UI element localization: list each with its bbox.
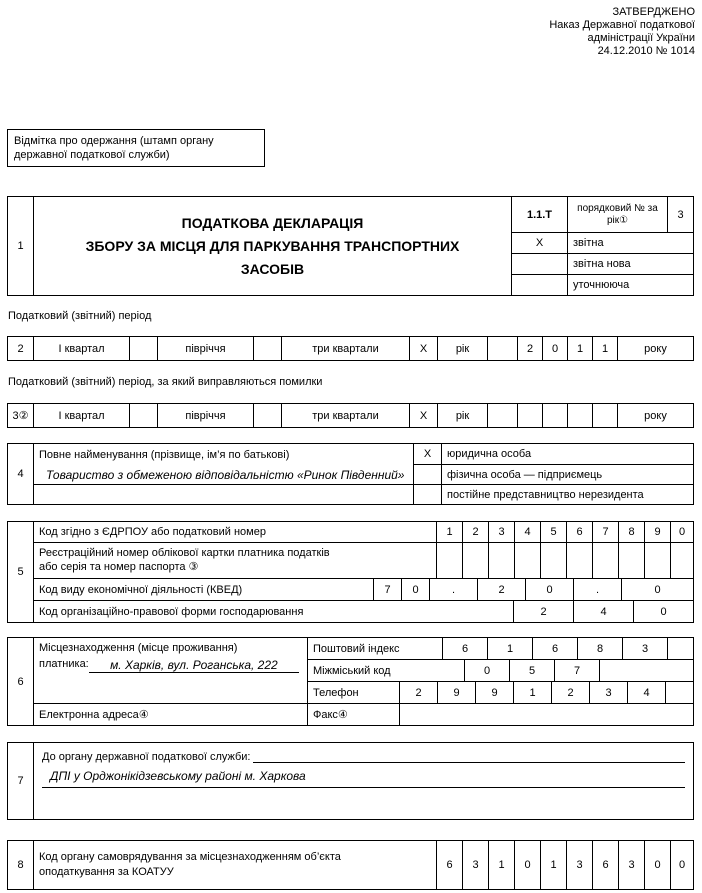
roku-label: року	[618, 337, 694, 361]
codes-grid	[34, 522, 694, 623]
utochnyuyucha-row	[512, 275, 694, 296]
empty-cell	[666, 682, 694, 704]
reg-digit-cell[interactable]	[437, 543, 463, 579]
halfyear-checkbox[interactable]	[254, 404, 282, 428]
location-label: Місцезнаходження (місце проживання)	[39, 642, 238, 654]
opf-cell[interactable]: 0	[634, 601, 694, 623]
taxpayer-name-column	[34, 444, 414, 505]
postal-digit-cell[interactable]: 3	[623, 638, 668, 660]
location-value-line	[39, 658, 299, 673]
section-5-codes	[7, 521, 694, 623]
koatuu-digit-cell[interactable]: 1	[541, 841, 567, 890]
fax-row	[308, 704, 694, 726]
edrpou-digit-cell[interactable]: 8	[619, 522, 645, 543]
section-6-address	[7, 637, 694, 726]
title-line: ПОДАТКОВА ДЕКЛАРАЦІЯ	[181, 214, 364, 231]
year-digit-cell[interactable]	[593, 404, 618, 428]
location-column	[34, 638, 308, 726]
area-code-digit-cell[interactable]: 7	[555, 660, 600, 682]
full-name-label: Повне найменування (прізвище, ім’я по батькові)	[34, 444, 414, 465]
edrpou-row	[34, 522, 694, 543]
zvitna-checkbox[interactable]: X	[512, 233, 568, 254]
fax-label: Факс④	[308, 704, 400, 726]
kved-row	[34, 579, 694, 601]
halfyear-label: півріччя	[158, 337, 254, 361]
declaration-title	[34, 197, 512, 296]
row-number: 2	[8, 337, 34, 361]
zvitna-nova-label: звітна нова	[568, 254, 694, 275]
title-line: ЗБОРУ ЗА МІСЦЯ ДЛЯ ПАРКУВАННЯ ТРАНСПОРТНИХ	[85, 237, 460, 254]
utochnyuyucha-label: уточнююча	[568, 275, 694, 296]
koatuu-digit-cell[interactable]: 0	[515, 841, 541, 890]
edrpou-digit-cell[interactable]: 0	[671, 522, 694, 543]
kved-cell[interactable]: 0	[402, 579, 430, 601]
tax-office-cell	[34, 743, 694, 820]
reg-digit-cell[interactable]	[463, 543, 489, 579]
year-digit-cell[interactable]	[543, 404, 568, 428]
row-number: 5	[8, 522, 34, 623]
reg-digit-cell[interactable]	[671, 543, 694, 579]
koatuu-label	[34, 841, 437, 890]
empty-cell	[668, 638, 694, 660]
edrpou-digit-cell[interactable]: 9	[645, 522, 671, 543]
edrpou-digit-cell[interactable]: 1	[437, 522, 463, 543]
legal-entity-checkbox[interactable]: X	[414, 444, 442, 465]
postal-digit-cell[interactable]: 8	[578, 638, 623, 660]
year-digit-cell[interactable]: 1	[593, 337, 618, 361]
zvitna-row	[512, 233, 694, 254]
phone-digit-cell[interactable]: 4	[628, 682, 666, 704]
serial-number-value[interactable]: 3	[668, 197, 694, 233]
reg-number-row	[34, 543, 694, 579]
area-code-digit-cell[interactable]: 5	[510, 660, 555, 682]
threequarters-checkbox[interactable]: X	[410, 337, 438, 361]
threequarters-label: три квартали	[282, 404, 410, 428]
nonresident-checkbox[interactable]	[414, 485, 442, 505]
postal-digit-cell[interactable]: 1	[488, 638, 533, 660]
section-2-period	[7, 336, 694, 361]
edrpou-digit-cell[interactable]: 4	[515, 522, 541, 543]
area-code-digit-cell[interactable]: 0	[465, 660, 510, 682]
edrpou-label: Код згідно з ЄДРПОУ або податковий номер	[34, 522, 437, 543]
contacts-grid	[308, 638, 694, 726]
year-digit-cell[interactable]: 1	[568, 337, 593, 361]
stamp-box-text: Відмітка про одержання (штамп органу	[14, 135, 214, 147]
section-4-taxpayer-name	[7, 443, 694, 505]
postal-index-label: Поштовий індекс	[308, 638, 443, 660]
opf-row	[34, 601, 694, 623]
reg-number-label	[34, 543, 437, 579]
phone-digit-cell[interactable]: 9	[438, 682, 476, 704]
opf-cell[interactable]: 4	[574, 601, 634, 623]
approval-line: адміністрації України	[587, 32, 695, 44]
edrpou-digit-cell[interactable]: 6	[567, 522, 593, 543]
koatuu-digit-cell[interactable]: 3	[567, 841, 593, 890]
serial-number-label: порядковий № за рік①	[568, 197, 668, 233]
zvitna-nova-checkbox[interactable]	[512, 254, 568, 275]
reg-digit-cell[interactable]	[619, 543, 645, 579]
row-number: 1	[8, 197, 34, 296]
koatuu-digit-cell[interactable]: 0	[645, 841, 671, 890]
zvitna-nova-row	[512, 254, 694, 275]
phone-digit-cell[interactable]: 3	[590, 682, 628, 704]
roku-label: року	[618, 404, 694, 428]
fill-line[interactable]	[253, 751, 685, 763]
edrpou-digit-cell[interactable]: 7	[593, 522, 619, 543]
phone-digit-cell[interactable]: 2	[400, 682, 438, 704]
full-name-value[interactable]: Товариство з обмеженою відповідальністю «Ринок Південний»	[34, 465, 414, 485]
row-number: 6	[8, 638, 34, 726]
row-number: 7	[8, 743, 34, 820]
edrpou-digit-cell[interactable]: 2	[463, 522, 489, 543]
kved-cell[interactable]: 7	[374, 579, 402, 601]
approval-line: Наказ Державної податкової	[549, 19, 695, 31]
reg-digit-cell[interactable]	[541, 543, 567, 579]
year-checkbox[interactable]	[488, 337, 518, 361]
phone-row	[308, 682, 694, 704]
kved-cell: .	[430, 579, 478, 601]
location-cell	[34, 638, 308, 704]
threequarters-checkbox[interactable]: X	[410, 404, 438, 428]
section-1-declaration-header	[7, 196, 694, 296]
threequarters-label: три квартали	[282, 337, 410, 361]
taxpayer-type-label-column	[442, 444, 694, 505]
koatuu-digit-cell[interactable]: 3	[619, 841, 645, 890]
nonresident-label: постійне представництво нерезидента	[442, 485, 694, 505]
section-7-tax-office	[7, 742, 694, 820]
koatuu-label-line: оподаткування за КОАТУУ	[39, 866, 174, 878]
kved-cell: .	[574, 579, 622, 601]
halfyear-label: півріччя	[158, 404, 254, 428]
row-number: 3②	[8, 404, 34, 428]
tax-office-value[interactable]: ДПІ у Орджонікідзевському районі м. Харкова	[42, 769, 685, 788]
location-value[interactable]: м. Харків, вул. Роганська, 222	[89, 658, 299, 673]
quarter1-label: І квартал	[34, 404, 130, 428]
tax-office-label: До органу державної податкової служби:	[42, 751, 251, 763]
taxpayer-type-checkbox-column	[414, 444, 442, 505]
reg-number-label-line: Реєстраційний номер облікової картки платника податків	[39, 547, 330, 559]
postal-digit-cell[interactable]: 6	[443, 638, 488, 660]
reg-digit-cell[interactable]	[645, 543, 671, 579]
kved-cell[interactable]: 2	[478, 579, 526, 601]
legal-entity-label: юридична особа	[442, 444, 694, 465]
koatuu-digit-cell[interactable]: 1	[489, 841, 515, 890]
opf-cell[interactable]: 2	[514, 601, 574, 623]
year-digit-cell[interactable]	[568, 404, 593, 428]
kved-cell[interactable]: 0	[622, 579, 694, 601]
edrpou-digit-cell[interactable]: 3	[489, 522, 515, 543]
title-line: ЗАСОБІВ	[240, 260, 305, 277]
koatuu-digit-cell[interactable]: 0	[671, 841, 694, 890]
reg-number-label-line: або серія та номер паспорта ③	[39, 561, 199, 573]
year-digit-cell[interactable]: 2	[518, 337, 543, 361]
edrpou-digit-cell[interactable]: 5	[541, 522, 567, 543]
row-number: 8	[8, 841, 34, 890]
location-label2: платника:	[39, 658, 89, 670]
reg-digit-cell[interactable]	[515, 543, 541, 579]
year-label: рік	[438, 404, 488, 428]
reg-digit-cell[interactable]	[567, 543, 593, 579]
individual-entrepreneur-checkbox[interactable]	[414, 465, 442, 485]
phone-label: Телефон	[308, 682, 400, 704]
postal-index-row	[308, 638, 694, 660]
approval-line: ЗАТВЕРДЖЕНО	[612, 6, 695, 18]
approval-line: 24.12.2010 № 1014	[597, 45, 695, 57]
halfyear-checkbox[interactable]	[254, 337, 282, 361]
quarter1-checkbox[interactable]	[130, 404, 158, 428]
period-fix-heading: Податковий (звітний) період, за який виправляються помилки	[8, 376, 323, 388]
section-3-period-corrected	[7, 403, 694, 428]
koatuu-digit-cell[interactable]: 3	[463, 841, 489, 890]
kved-cell[interactable]: 0	[526, 579, 574, 601]
koatuu-digit-cell[interactable]: 6	[437, 841, 463, 890]
section-8-koatuu	[7, 840, 694, 890]
reg-digit-cell[interactable]	[489, 543, 515, 579]
area-code-row	[308, 660, 694, 682]
year-checkbox[interactable]	[488, 404, 518, 428]
phone-digit-cell[interactable]: 9	[476, 682, 514, 704]
koatuu-digit-cell[interactable]: 6	[593, 841, 619, 890]
form-code: 1.1.Т	[512, 197, 568, 233]
kved-label: Код виду економічної діяльності (КВЕД)	[34, 579, 374, 601]
year-label: рік	[438, 337, 488, 361]
quarter1-label: І квартал	[34, 337, 130, 361]
receipt-stamp-box	[7, 129, 265, 167]
reg-digit-cell[interactable]	[593, 543, 619, 579]
tax-office-label-line	[42, 751, 685, 763]
fax-value-cell[interactable]	[400, 704, 694, 726]
stamp-box-text: державної податкової служби)	[14, 149, 170, 161]
empty-cell	[600, 660, 694, 682]
row-number: 4	[8, 444, 34, 505]
individual-entrepreneur-label: фізична особа — підприємець	[442, 465, 694, 485]
opf-label: Код організаційно-правової форми господарювання	[34, 601, 514, 623]
area-code-label: Міжміський код	[308, 660, 465, 682]
koatuu-label-line: Код органу самоврядування за місцезнаходженням об’єкта	[39, 851, 341, 863]
quarter1-checkbox[interactable]	[130, 337, 158, 361]
phone-digit-cell[interactable]: 1	[514, 682, 552, 704]
postal-digit-cell[interactable]: 6	[533, 638, 578, 660]
email-label: Електронна адреса④	[34, 704, 308, 726]
empty-cell	[34, 485, 414, 505]
period-heading: Податковий (звітний) період	[8, 310, 152, 322]
form-code-row	[512, 197, 694, 233]
utochnyuyucha-checkbox[interactable]	[512, 275, 568, 296]
year-digit-cell[interactable]: 0	[543, 337, 568, 361]
approval-block	[7, 6, 695, 58]
year-digit-cell[interactable]	[518, 404, 543, 428]
declaration-type-block	[512, 197, 694, 296]
zvitna-label: звітна	[568, 233, 694, 254]
phone-digit-cell[interactable]: 2	[552, 682, 590, 704]
